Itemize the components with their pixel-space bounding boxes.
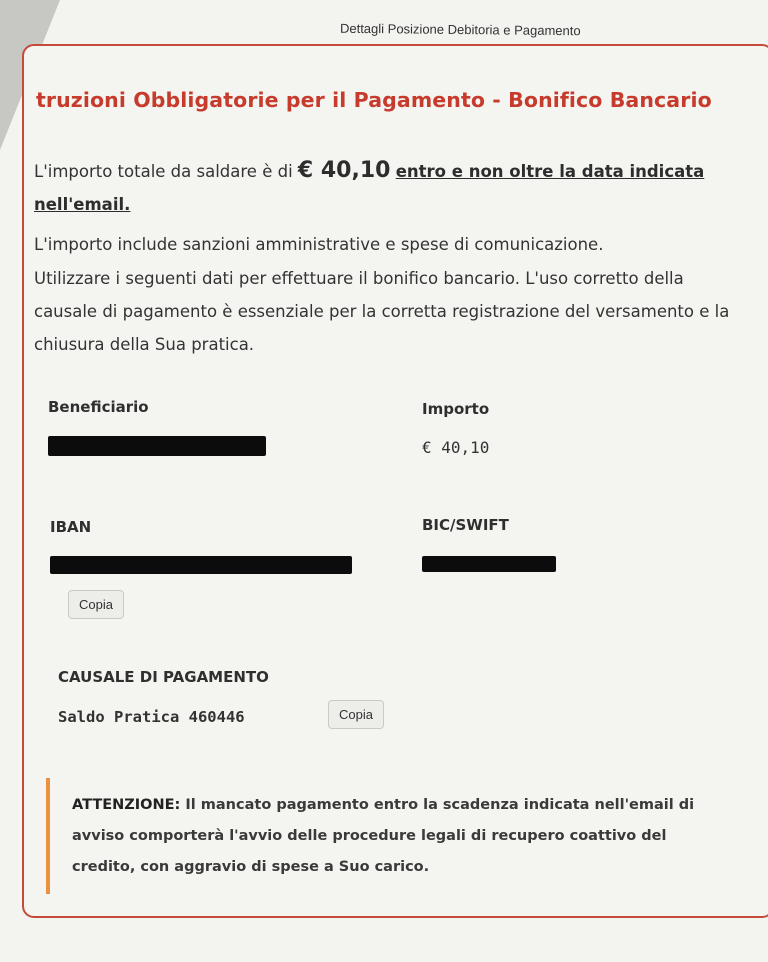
warning-body: Il mancato pagamento entro la scadenza indicata nell'email di avviso comporterà l'avvio delle procedure legali di recupero coattivo del credito, con aggravio di spese a Suo carico. — [72, 797, 695, 875]
amount-value: € 40,10 — [422, 438, 490, 457]
causale-label: CAUSALE DI PAGAMENTO — [58, 668, 269, 686]
intro-line2: L'importo include sanzioni amministrative e spese di comunicazione. — [34, 235, 604, 254]
iban-redacted-value — [50, 556, 352, 574]
document-top-title: Dettagli Posizione Debitoria e Pagamento — [339, 20, 581, 39]
warning-box — [46, 778, 746, 894]
beneficiary-label: Beneficiario — [48, 398, 149, 416]
iban-label: IBAN — [50, 518, 92, 536]
causale-copy-button[interactable]: Copia — [328, 700, 384, 729]
warning-accent-bar — [46, 778, 50, 894]
bic-redacted-value — [422, 556, 556, 572]
bic-label: BIC/SWIFT — [422, 516, 509, 534]
intro-line1-prefix: L'importo totale da saldare è di — [34, 162, 298, 181]
intro-paragraph — [34, 154, 744, 221]
total-amount: € 40,10 — [297, 158, 391, 183]
iban-copy-button[interactable]: Copia — [68, 590, 124, 619]
causale-value: Saldo Pratica 460446 — [58, 708, 245, 726]
warning-lead: ATTENZIONE: — [72, 797, 181, 813]
intro-line3: Utilizzare i seguenti dati per effettuare il bonifico bancario. L'uso corretto della causale di pagamento è essenziale per la corretta registrazione del versamento e la chiusura della Sua pratica. — [34, 269, 730, 354]
page-heading: truzioni Obbligatorie per il Pagamento - Bonifico Bancario — [36, 88, 712, 112]
deadline-note: entro e non oltre la data indicata nell'email. — [34, 162, 705, 214]
amount-label: Importo — [422, 400, 490, 418]
warning-text — [72, 790, 732, 883]
beneficiary-redacted-value — [48, 436, 266, 456]
